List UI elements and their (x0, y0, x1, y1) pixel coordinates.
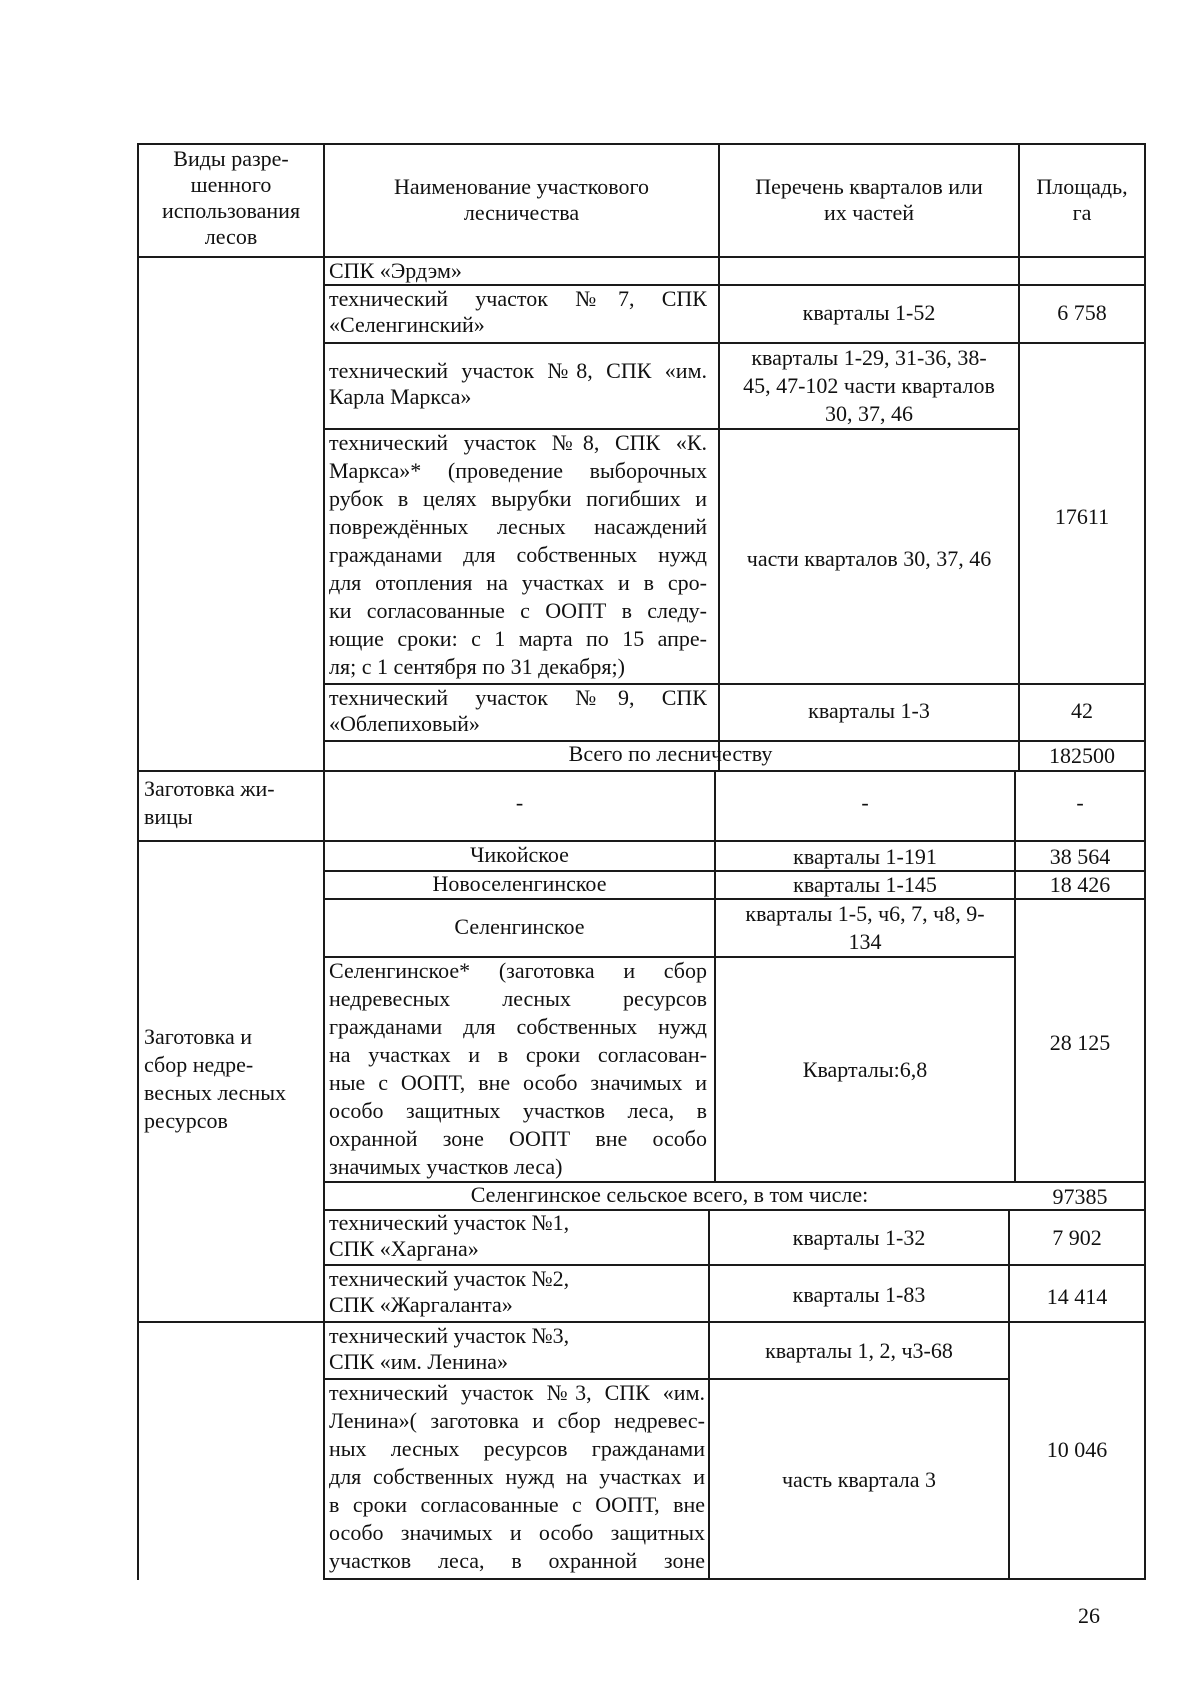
text-line: ющие сроки: с 1 марта по 15 апре- (329, 626, 707, 651)
total-area: 182500 (1049, 743, 1115, 768)
text-line: для отопления на участках и в сро- (329, 570, 707, 595)
cell-quarters: кварталы 1-5, ч6, 7, ч8, 9- 134 (745, 901, 985, 954)
text-line: ные с ООПТ, вне особо значимых и (329, 1070, 707, 1095)
text-line: Маркса»* (проведение выборочных (329, 458, 707, 483)
header-col-type: Виды разре- шенного использования лесов (161, 146, 301, 249)
cell-name: СПК «Эрдэм» (329, 258, 462, 283)
text-line: на участках и в сроки согласован- (329, 1042, 707, 1067)
cell-area: 10 046 (1046, 1437, 1108, 1462)
text-line: охранной зоне ООПТ вне особо (329, 1126, 707, 1151)
text-line: недревесных лесных ресурсов (329, 986, 707, 1011)
text-line: в сроки согласованные с ООПТ, вне (329, 1492, 705, 1517)
cell-type: Заготовка и сбор недре- весных лесных ресурсов (144, 1024, 287, 1133)
cell-quarters: Кварталы:6,8 (802, 1057, 928, 1082)
cell-name: Селенгинское (454, 914, 585, 939)
cell-name: технический участок №3, СПК «им. Ленина» (329, 1323, 570, 1374)
cell-name: Новоселенгинское (432, 871, 607, 896)
cell-quarters: кварталы 1-29, 31-36, 38- 45, 47-102 части кварталов 30, 37, 46 (743, 345, 995, 426)
cell-quarters: кварталы 1-32 (792, 1225, 926, 1250)
cell-name: технический участок №1, СПК «Харгана» (329, 1210, 570, 1261)
text-line: гражданами для собственных нужд (329, 1014, 707, 1039)
cell-name: - (515, 790, 524, 815)
cell-area: 6 758 (1057, 300, 1107, 325)
cell-area: - (1076, 790, 1084, 815)
text-line: участков леса, в охранной зоне (329, 1548, 705, 1573)
text-line: особо значимых и особо защитных (329, 1520, 705, 1545)
cell-name: технический участок №7, СПК (329, 286, 707, 311)
text-line: гражданами для собственных нужд (329, 542, 707, 567)
text-line: особо защитных участков леса, в (329, 1098, 707, 1123)
header-col-quarters: Перечень кварталов или их частей (755, 174, 983, 225)
cell-name: Карла Маркса» (329, 384, 472, 409)
text-line: значимых участков леса) (329, 1154, 563, 1179)
cell-area: 42 (1071, 698, 1093, 723)
text-line: для собственных нужд на участках и (329, 1464, 705, 1489)
text-line: Ленина»( заготовка и сбор недревес- (329, 1408, 705, 1433)
cell-name: технический участок №2, СПК «Жаргаланта» (329, 1266, 570, 1317)
cell-name: Чикойское (470, 842, 569, 867)
cell-quarters: части кварталов 30, 37, 46 (746, 546, 992, 571)
text-line: ных лесных ресурсов гражданами (329, 1436, 705, 1461)
cell-area: 28 125 (1049, 1030, 1111, 1055)
cell-area: 38 564 (1049, 844, 1111, 869)
subtotal-area: 97385 (1052, 1184, 1108, 1209)
header-col-forestry: Наименование участкового лесничества (393, 174, 650, 225)
cell-name: «Облепиховый» (329, 711, 480, 736)
total-label: Всего по лесничеству (568, 741, 773, 766)
cell-area: 14 414 (1046, 1284, 1108, 1309)
cell-quarters: кварталы 1-3 (808, 698, 930, 723)
text-line: ки согласованные с ООПТ в следу- (329, 598, 707, 623)
text-line: рубок в целях вырубки погибших и (329, 486, 707, 511)
cell-area: 17611 (1054, 504, 1110, 529)
cell-name: технический участок №8, СПК «им. (329, 358, 707, 383)
text-line: ля; с 1 сентября по 31 декабря;) (329, 654, 625, 679)
text-line: технический участок №3, СПК «им. (329, 1380, 705, 1405)
cell-area: 7 902 (1052, 1225, 1102, 1250)
cell-quarters: кварталы 1-191 (793, 844, 937, 869)
cell-quarters: часть квартала 3 (781, 1467, 937, 1492)
cell-quarters: кварталы 1-83 (792, 1282, 926, 1307)
text-line: Селенгинское* (заготовка и сбор (329, 958, 707, 983)
cell-type: Заготовка жи- вицы (144, 776, 275, 829)
cell-quarters: кварталы 1-52 (802, 300, 936, 325)
cell-quarters: - (861, 790, 869, 815)
header-col-area: Площадь, га (1036, 174, 1128, 225)
cell-quarters: кварталы 1-145 (793, 872, 937, 897)
text-line: технический участок №8, СПК «К. (329, 430, 707, 455)
subtotal-label: Селенгинское сельское всего, в том числе: (470, 1182, 869, 1207)
cell-name: «Селенгинский» (329, 312, 485, 337)
cell-quarters: кварталы 1, 2, ч3-68 (765, 1338, 953, 1363)
text-line: повреждённых лесных насаждений (329, 514, 707, 539)
cell-name: технический участок №9, СПК (329, 685, 707, 710)
cell-area: 18 426 (1049, 872, 1111, 897)
page-number: 26 (1078, 1603, 1100, 1628)
